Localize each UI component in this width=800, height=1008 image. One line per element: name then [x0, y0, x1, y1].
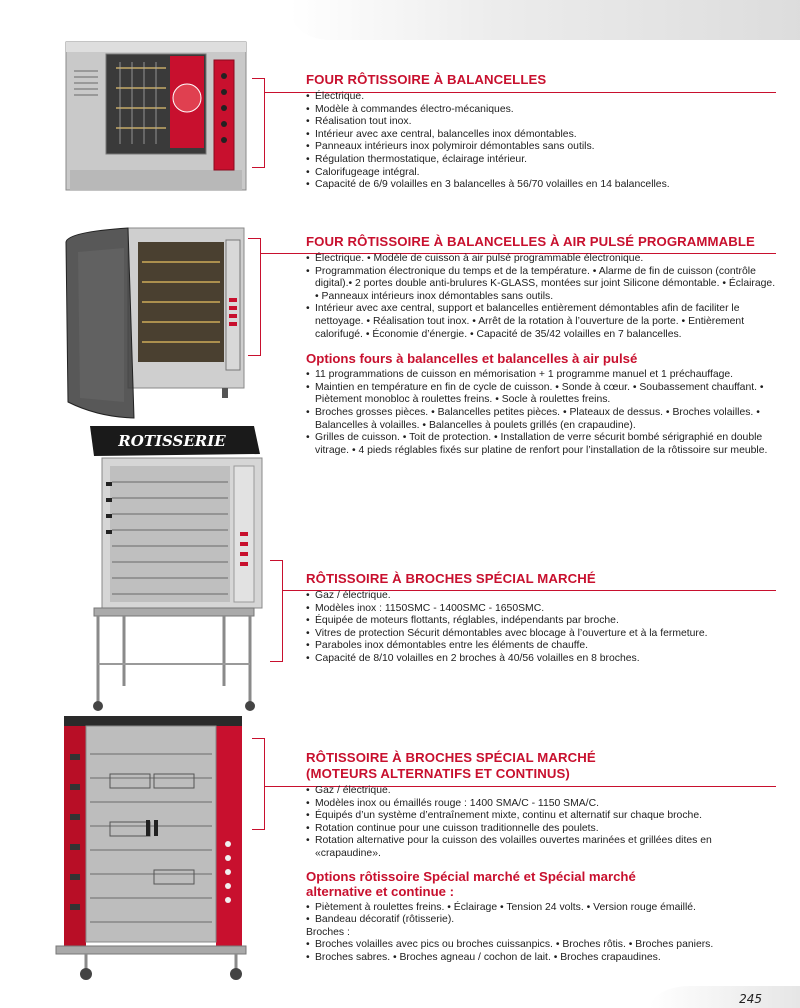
list-item: • Rotation alternative pour la cuisson des volailles ouvertes marinées et grillées dites en «crapaudine».	[306, 835, 776, 860]
section-four-air-pulse	[306, 234, 776, 457]
broches-label: Broches :	[306, 926, 350, 938]
list-item: • Modèles inox ou émaillés rouge : 1400 SMA/C - 1150 SMA/C.	[306, 798, 776, 811]
connector-2	[248, 238, 261, 356]
connector-3	[270, 560, 283, 662]
rotisserie-sign-text: ROTISSERIE	[118, 432, 226, 450]
list-item: • Modèle à commandes électro-mécaniques.	[306, 104, 776, 117]
list-item: • Broches sabres. • Broches agneau / cochon de lait. • Broches crapaudines.	[306, 952, 776, 965]
feature-list	[306, 253, 776, 341]
list-item: • Programmation électronique du temps et de la température. • Alarme de fin de cuisson (contrôle digital).• 2 portes double anti-brulures K-GLASS, montées sur joint Silicone démontable. • Éclairage. • Panneaux intérieurs inox démontables sans outils.	[306, 266, 776, 304]
list-item: • Panneaux intérieurs inox polymiroir démontables sans outils.	[306, 141, 776, 154]
list-item: • Intérieur avec axe central, balancelles inox démontables.	[306, 129, 776, 142]
list-item: • Maintien en température en fin de cycle de cuisson. • Sonde à cœur. • Soubassement chauffant. • Piètement monobloc à roulettes freins. • Socle à roulettes freins.	[306, 382, 776, 407]
list-item: • Réalisation tout inox.	[306, 116, 776, 129]
list-item: • Rotation continue pour une cuisson traditionnelle des poulets.	[306, 823, 776, 836]
list-item: • Vitres de protection Sécurit démontables avec blocage à l’ouverture et à la fermeture.	[306, 628, 776, 641]
product-image-four-air-pulse	[58, 212, 248, 422]
list-item: • Gaz / électrique.	[306, 590, 776, 603]
list-item: • Modèles inox : 1150SMC - 1400SMC - 1650SMC.	[306, 603, 776, 616]
list-item: • Piètement à roulettes freins. • Éclairage • Tension 24 volts. • Version rouge émaillé.	[306, 902, 776, 915]
list-item: • Gaz / électrique.	[306, 785, 776, 798]
list-item: • Bandeau décoratif (rôtisserie).	[306, 914, 776, 927]
product-image-rotissoire-alternative	[50, 714, 250, 984]
section-title-line1: RÔTISSOIRE À BROCHES SPÉCIAL MARCHÉ	[306, 750, 596, 765]
list-item: • Grilles de cuisson. • Toit de protection. • Installation de verre sécurit bombé sérigraphié en double vitrage. • 4 pieds réglables fixés sur platine de renfort pour l’installation de la rôtissoire sur meuble.	[306, 432, 776, 457]
list-item: • 11 programmations de cuisson en mémorisation + 1 programme manuel et 1 préchauffage.	[306, 369, 776, 382]
page-number: 245	[739, 992, 762, 1006]
feature-list	[306, 590, 776, 666]
list-item: • Électrique. • Modèle de cuisson à air pulsé programmable électronique.	[306, 253, 776, 266]
section-title: RÔTISSOIRE À BROCHES SPÉCIAL MARCHÉ	[306, 571, 596, 586]
list-item: • Électrique.	[306, 91, 776, 104]
list-item: • Broches grosses pièces. • Balancelles petites pièces. • Plateaux de dessus. • Broches volailles. • Balancelles à volailles. • Balancelles à poulets grillés (en crapaudine).	[306, 407, 776, 432]
section-rotissoire-alternative	[306, 750, 776, 965]
list-item: • Calorifugeage intégral.	[306, 167, 776, 180]
list-item: • Capacité de 6/9 volailles en 3 balancelles à 56/70 volailles en 14 balancelles.	[306, 179, 776, 192]
options-title: Options fours à balancelles et balancelles à air pulsé	[306, 351, 638, 367]
header-decoration	[290, 0, 800, 40]
options-title-line1: Options rôtissoire Spécial marché et Spécial marché	[306, 868, 636, 884]
section-rotissoire-marche	[306, 571, 776, 666]
list-item: • Équipés d’un système d’entraînement mixte, continu et alternatif sur chaque broche.	[306, 810, 776, 823]
list-item: • Capacité de 8/10 volailles en 2 broches à 40/56 volailles en 8 broches.	[306, 653, 776, 666]
product-image-four-balancelles	[62, 40, 252, 200]
footer-decoration	[650, 986, 800, 1008]
list-item: • Régulation thermostatique, éclairage intérieur.	[306, 154, 776, 167]
section-title: FOUR RÔTISSOIRE À BALANCELLES	[306, 72, 547, 87]
list-item: • Équipée de moteurs flottants, réglables, indépendants par broche.	[306, 615, 776, 628]
feature-list	[306, 785, 776, 861]
list-item: • Intérieur avec axe central, support et balancelles entièrement démontables afin de faciliter le nettoyage. • Réalisation tout inox. • Arrêt de la rotation à l’ouverture de la porte. • Entièrement calorifugé. • Économie d’énergie. • Capacité de 35/42 volailles en 7 balancelles.	[306, 303, 776, 341]
options-list	[306, 902, 776, 965]
product-image-rotissoire-marche	[84, 424, 274, 714]
connector-4	[252, 738, 265, 830]
feature-list	[306, 91, 776, 192]
list-item: • Paraboles inox démontables entre les éléments de chauffe.	[306, 640, 776, 653]
section-four-balancelles	[306, 72, 776, 192]
list-item: • Broches volailles avec pics ou broches cuissanpics. • Broches rôtis. • Broches paniers.	[306, 939, 776, 952]
options-list	[306, 369, 776, 457]
section-title: FOUR RÔTISSOIRE À BALANCELLES À AIR PULSÉ PROGRAMMABLE	[306, 234, 755, 249]
options-title-line2: alternative et continue :	[306, 883, 455, 899]
section-title-line2: (MOTEURS ALTERNATIFS ET CONTINUS)	[306, 766, 570, 781]
